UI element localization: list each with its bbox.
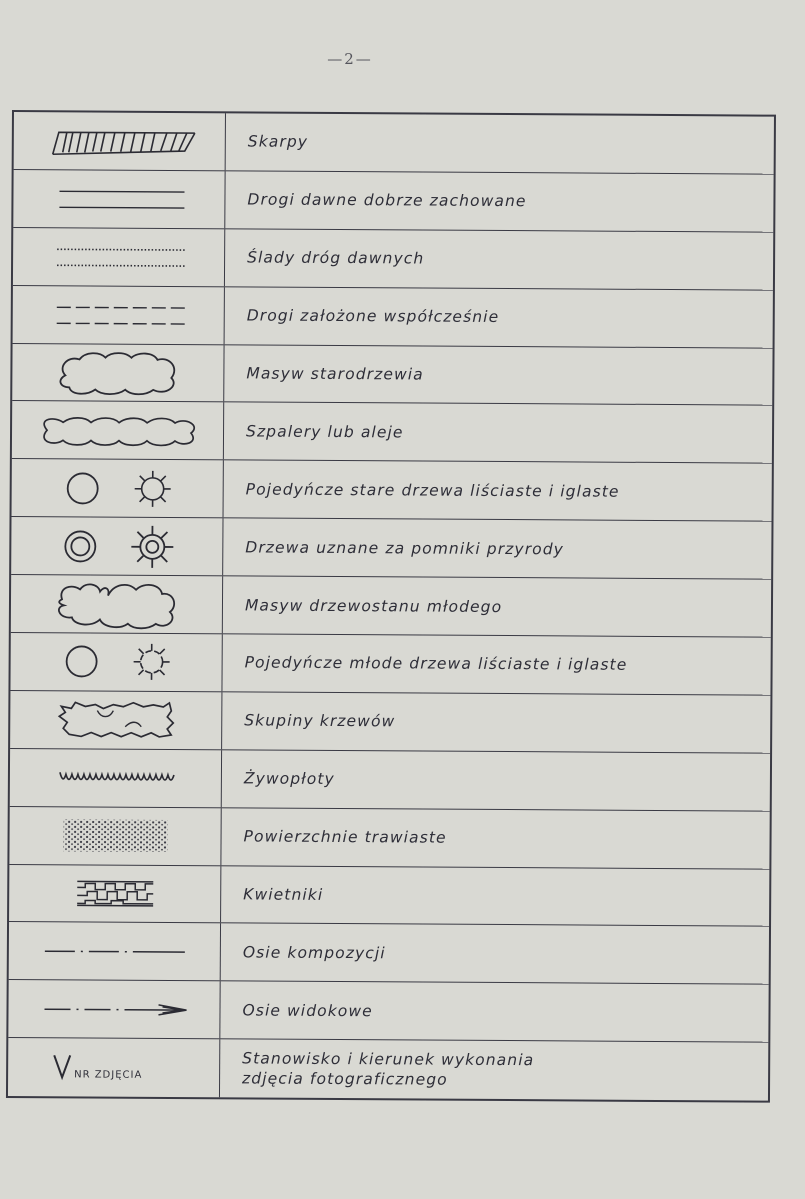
old-trees-mass-symbol	[53, 349, 183, 396]
legend-label: Masyw starodrzewia	[246, 364, 424, 384]
road-traces-symbol	[49, 241, 189, 272]
legend-label: Pojedyńcze stare drzewa liściaste i iglaste	[245, 480, 620, 501]
legend-label: Drogi założone współcześnie	[246, 306, 500, 327]
symbol-cell	[11, 517, 223, 575]
legend-label: Ślady dróg dawnych	[247, 248, 425, 268]
symbol-cell	[10, 633, 222, 691]
legend-label: Kwietniki	[243, 885, 324, 904]
young-stand-mass-symbol	[51, 579, 181, 630]
symbol-cell	[12, 401, 224, 459]
single-old-trees-symbol	[42, 464, 192, 513]
grass-surfaces-symbol	[55, 815, 175, 856]
old-roads-symbol	[49, 184, 189, 215]
symbol-cell	[9, 922, 221, 980]
legend-row	[12, 401, 772, 464]
symbol-cell	[14, 112, 226, 170]
legend-row	[8, 1038, 768, 1101]
legend-row	[10, 633, 770, 696]
legend-label: Stanowisko i kierunek wykonania zdjęcia fotograficznego	[242, 1049, 535, 1089]
legend-label: Szpalery lub aleje	[245, 422, 404, 442]
symbol-cell	[8, 1038, 220, 1097]
legend-row	[14, 112, 774, 175]
legend-label: Skarpy	[247, 132, 309, 152]
legend-label: Drzewa uznane za pomniki przyrody	[245, 538, 565, 559]
symbol-cell	[8, 980, 220, 1038]
photo-symbol-text: NR ZDJĘCIA	[73, 1069, 142, 1081]
monument-trees-symbol	[42, 521, 192, 572]
hedges-symbol	[45, 762, 185, 793]
legend-row	[13, 286, 773, 349]
modern-roads-symbol	[48, 299, 188, 330]
symbol-cell	[12, 344, 224, 402]
legend-row	[11, 575, 771, 638]
legend-label: Masyw drzewostanu młodego	[244, 595, 503, 616]
photo-position-symbol	[34, 1047, 194, 1088]
legend-row	[10, 749, 770, 812]
symbol-cell	[9, 865, 221, 923]
legend-row	[9, 922, 769, 985]
flowerbeds-symbol	[65, 873, 165, 914]
legend-label: Powierzchnie trawiaste	[243, 827, 447, 847]
legend-label: Drogi dawne dobrze zachowane	[247, 190, 527, 211]
legend-row	[13, 228, 773, 291]
legend-row	[13, 170, 773, 233]
legend-row	[12, 459, 772, 522]
legend-row	[12, 344, 772, 407]
symbol-cell	[9, 807, 221, 865]
symbol-cell	[10, 749, 222, 807]
legend-label: Żywopłoty	[243, 769, 335, 789]
legend-label: Pojedyńcze młode drzewa liściaste i iglaste	[244, 653, 628, 675]
legend-row	[8, 980, 768, 1043]
legend-label: Skupiny krzewów	[244, 711, 396, 731]
legend-label: Osie widokowe	[242, 1001, 373, 1021]
legend-row	[9, 865, 769, 928]
symbol-cell	[13, 170, 225, 228]
page-number: —2—	[327, 50, 373, 68]
tree-rows-symbol	[32, 414, 202, 447]
legend-row	[11, 517, 771, 580]
legend-row	[10, 691, 770, 754]
legend-row	[9, 807, 769, 870]
single-young-trees-symbol	[41, 638, 191, 687]
view-axes-symbol	[34, 999, 194, 1020]
skarpy-symbol	[44, 121, 194, 162]
legend-table	[6, 110, 776, 1103]
symbol-cell	[13, 228, 225, 286]
shrub-groups-symbol	[51, 697, 181, 744]
symbol-cell	[13, 286, 225, 344]
symbol-cell	[12, 459, 224, 517]
legend-label: Osie kompozycji	[242, 943, 386, 963]
composition-axes-symbol	[34, 941, 194, 962]
symbol-cell	[11, 575, 223, 633]
symbol-cell	[10, 691, 222, 749]
